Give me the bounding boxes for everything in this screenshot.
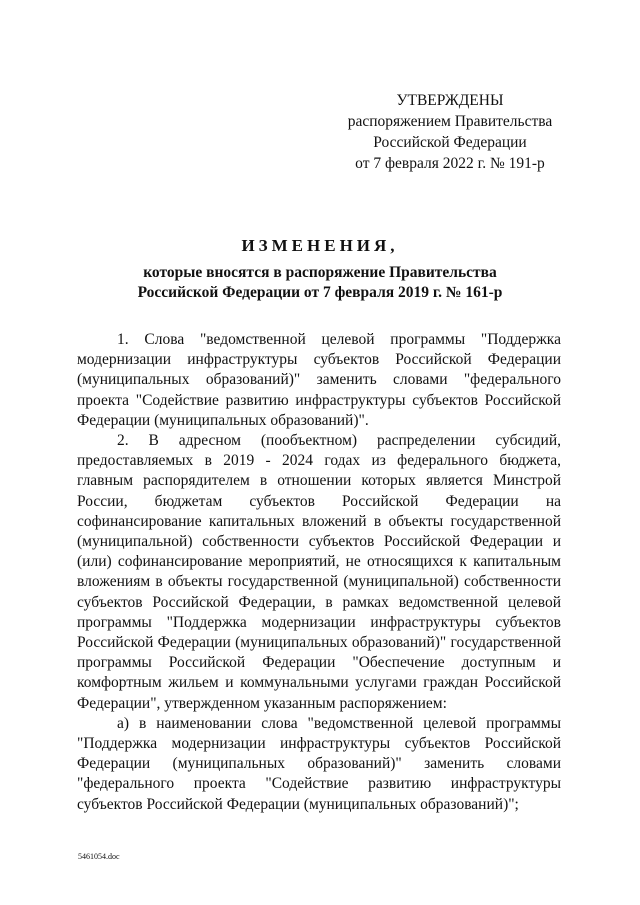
paragraph-2a: а) в наименовании слова "ведомственной целевой программы "Поддержка модернизации инфраструктуры субъектов Российской Федерации (муниципальных образований)" заменить словами "федерального проекта "Содействие развитию инфраструктуры субъектов Российской Федерации (муниципальных образований)"; (77, 714, 561, 813)
paragraph-2: 2. В адресном (пообъектном) распределении субсидий, предоставляемых в 2019 - 2024 годах из федерального бюджета, главным распорядителем в отношении которых является Минстрой России, бюджетам субъектов Российской Федерации на софинансирование капитальных вложений в объекты государственной (муниципальной) собственности субъектов Российской Федерации и (или) софинансирование мероприятий, не относящихся к капитальным вложениям в объекты государственной (муниципальной) собственности субъектов Российской Федерации, в рамках ведомственной целевой программы "Поддержка модернизации инфраструктуры субъектов Российской Федерации (муниципальных образований)" государственной программы Российской Федерации "Обеспечение доступным и комфортным жильем и коммунальными услугами граждан Российской Федерации", утвержденном указанным распоряжением: (77, 432, 561, 712)
approval-country: Российской Федерации (373, 134, 527, 151)
document-subtitle (60, 263, 580, 303)
subtitle-line-1: которые вносятся в распоряжение Правительства (143, 264, 497, 281)
document-title: ИЗМЕНЕНИЯ, (241, 236, 399, 255)
subtitle-line-2: Российской Федерации от 7 февраля 2019 г. № 161-р (137, 284, 503, 301)
approval-stamp (340, 90, 560, 174)
document-body (77, 330, 561, 815)
file-name-footer: 5461054.doc (78, 852, 120, 861)
paragraph-1: 1. Слова "ведомственной целевой программы "Поддержка модернизации инфраструктуры субъектов Российской Федерации (муниципальных образований)" заменить словами "федерального проекта "Содействие развитию инфраструктуры субъектов Российской Федерации (муниципальных образований)". (77, 331, 561, 429)
approval-authority: распоряжением Правительства (347, 113, 553, 130)
approval-date-number: от 7 февраля 2022 г. № 191-р (355, 155, 545, 172)
approval-heading: УТВЕРЖДЕНЫ (396, 92, 504, 109)
